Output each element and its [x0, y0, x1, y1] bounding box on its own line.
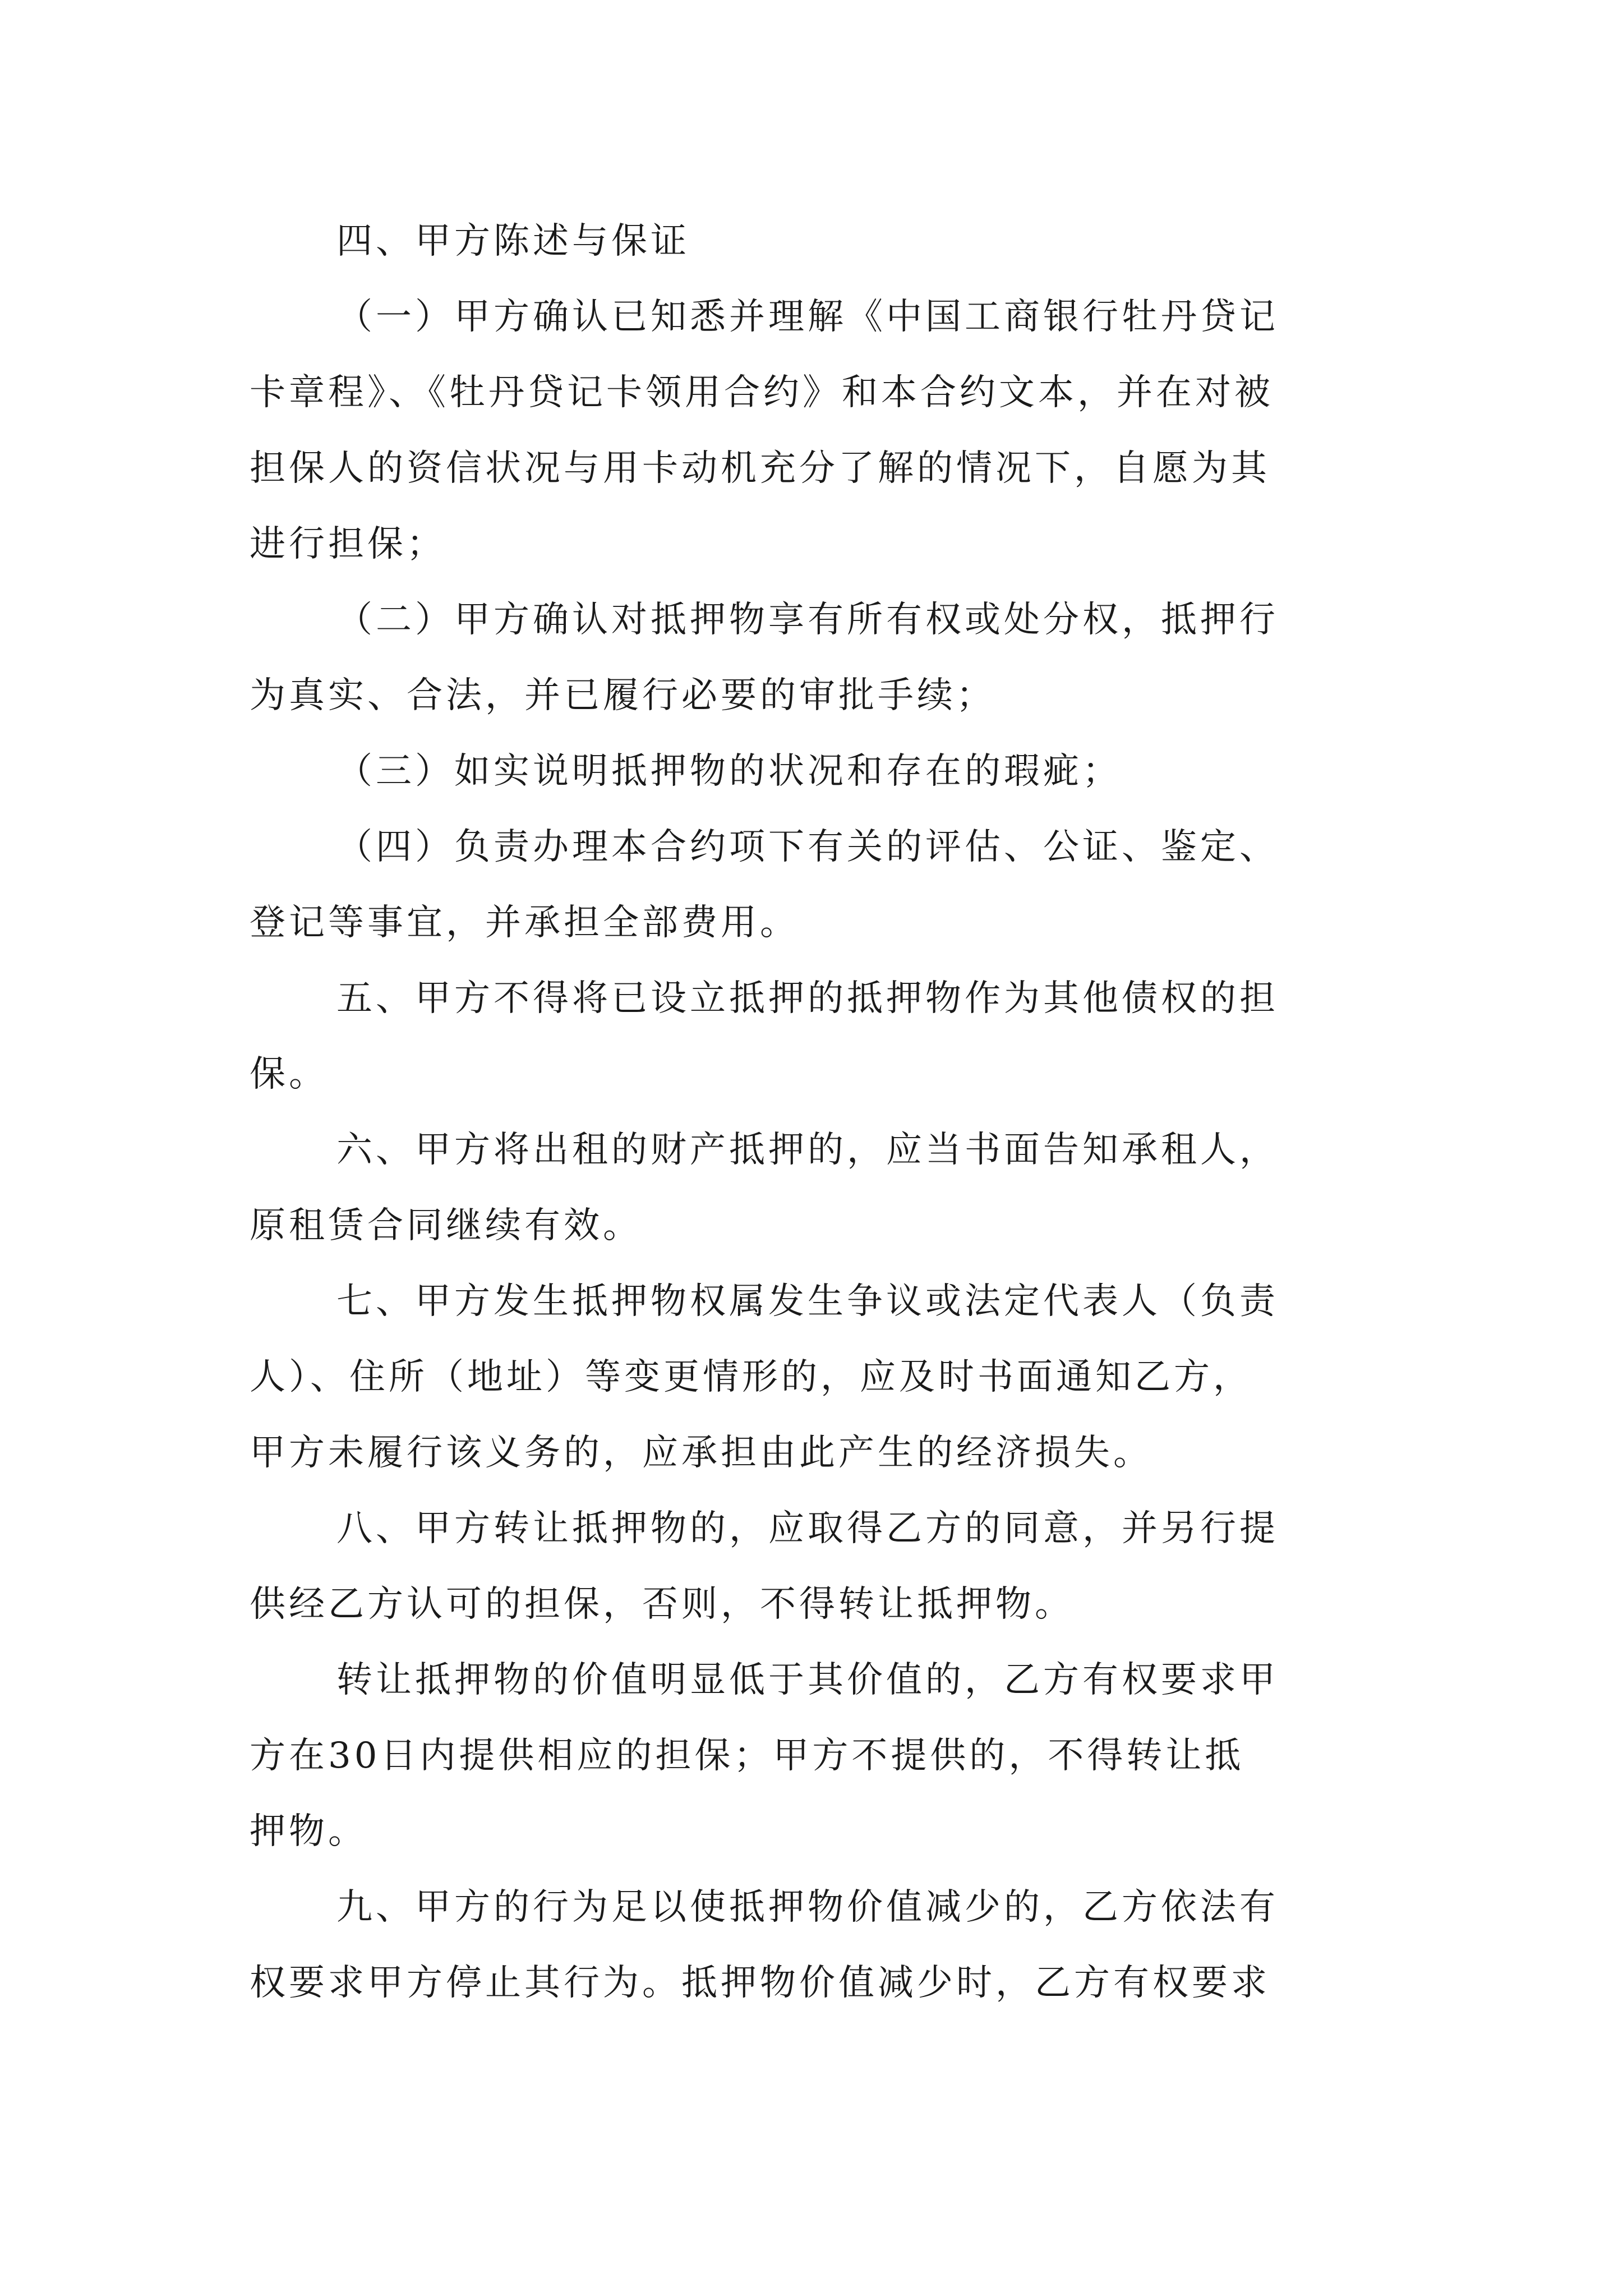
text-line: 供经乙方认可的担保，否则，不得转让抵押物。: [250, 1584, 1074, 1625]
section-6-line: 六、甲方将出租的财产抵押的，应当书面告知承租人，: [336, 1129, 1279, 1171]
text-line: 甲方未履行该义务的，应承担由此产生的经济损失。: [250, 1432, 1152, 1474]
section-7-line: 七、甲方发生抵押物权属发生争议或法定代表人（负责: [336, 1281, 1279, 1322]
text-line: 押物。: [250, 1811, 367, 1852]
section-4-heading: 四、甲方陈述与保证: [336, 220, 690, 262]
text-line: （二）甲方确认对抵押物享有所有权或处分权，抵押行: [336, 599, 1279, 641]
text-line: 权要求甲方停止其行为。抵押物价值减少时，乙方有权要求: [250, 1962, 1270, 2004]
text-line: 担保人的资信状况与用卡动机充分了解的情况下，自愿为其: [250, 448, 1270, 489]
text-line: 原租赁合同继续有效。: [250, 1205, 642, 1246]
text-line: 人）、住所（地址）等变更情形的，应及时书面通知乙方，: [250, 1356, 1252, 1398]
text-line: 登记等事宜，并承担全部费用。: [250, 902, 799, 944]
text-line: 为真实、合法，并已履行必要的审批手续；: [250, 675, 995, 716]
text-line: 进行担保；: [250, 523, 446, 565]
text-line: （四）负责办理本合约项下有关的评估、公证、鉴定、: [336, 826, 1279, 868]
text-line: 保。: [250, 1053, 328, 1095]
section-9-line: 九、甲方的行为足以使抵押物价值减少的，乙方依法有: [336, 1887, 1279, 1928]
text-line: 转让抵押物的价值明显低于其价值的，乙方有权要求甲: [336, 1659, 1279, 1701]
text-line: 方在30日内提供相应的担保；甲方不提供的，不得转让抵: [250, 1735, 1244, 1777]
section-5-line: 五、甲方不得将已设立抵押的抵押物作为其他债权的担: [336, 978, 1279, 1019]
text-line: （一）甲方确认已知悉并理解《中国工商银行牡丹贷记: [336, 296, 1279, 338]
section-8-line: 八、甲方转让抵押物的，应取得乙方的同意，并另行提: [336, 1508, 1279, 1549]
text-line: 卡章程》、《牡丹贷记卡领用合约》和本合约文本，并在对被: [250, 372, 1274, 413]
text-line: （三）如实说明抵押物的状况和存在的瑕疵；: [336, 751, 1122, 792]
